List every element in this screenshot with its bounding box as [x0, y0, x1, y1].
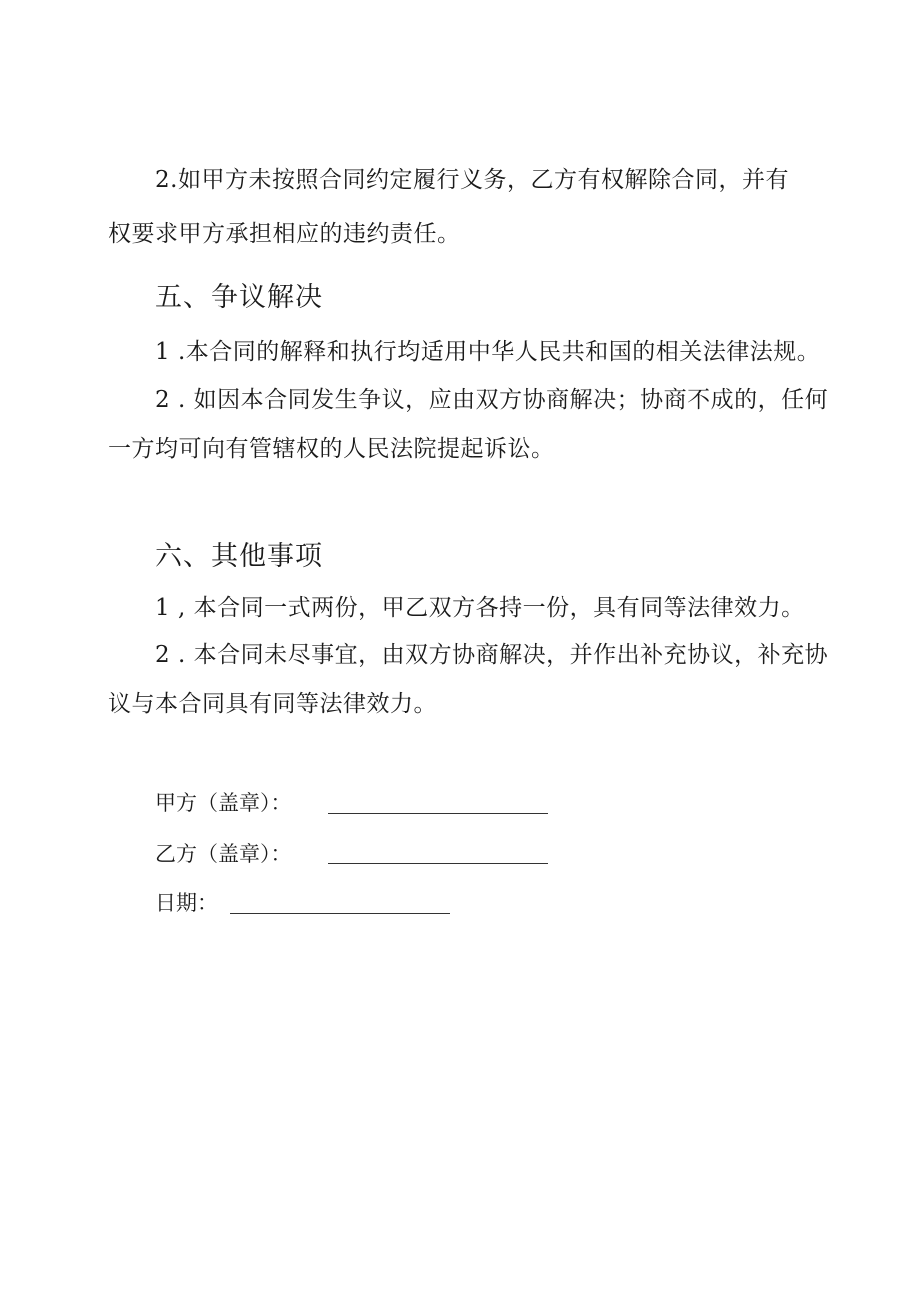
section5-heading: 五、争议解决: [155, 282, 323, 313]
section6-item1: 1 , 本合同一式两份，甲乙双方各持一份，具有同等法律效力。: [155, 595, 805, 621]
date-field[interactable]: [230, 913, 450, 914]
party-b-seal-label: 乙方（盖章）：: [155, 842, 292, 866]
section6-heading: 六、其他事项: [155, 541, 323, 572]
date-label: 日期：: [155, 891, 218, 915]
clause4-item2-line2: 权要求甲方承担相应的违约责任。: [108, 221, 461, 247]
section6-item2-line1: 2 . 本合同未尽事宜，由双方协商解决，并作出补充协议，补充协: [155, 642, 829, 668]
clause4-item2-line1: 2.如甲方未按照合同约定履行义务，乙方有权解除合同，并有: [155, 167, 789, 193]
party-a-seal-field[interactable]: [328, 813, 548, 814]
party-a-seal-label: 甲方（盖章）：: [155, 791, 292, 815]
party-b-seal-field[interactable]: [328, 863, 548, 864]
section5-item2-line2: 一方均可向有管辖权的人民法院提起诉讼。: [108, 436, 555, 462]
section5-item2-line1: 2 . 如因本合同发生争议，应由双方协商解决；协商不成的，任何: [155, 387, 829, 413]
section5-item1: 1 .本合同的解释和执行均适用中华人民共和国的相关法律法规。: [155, 339, 821, 365]
section6-item2-line2: 议与本合同具有同等法律效力。: [108, 691, 437, 717]
